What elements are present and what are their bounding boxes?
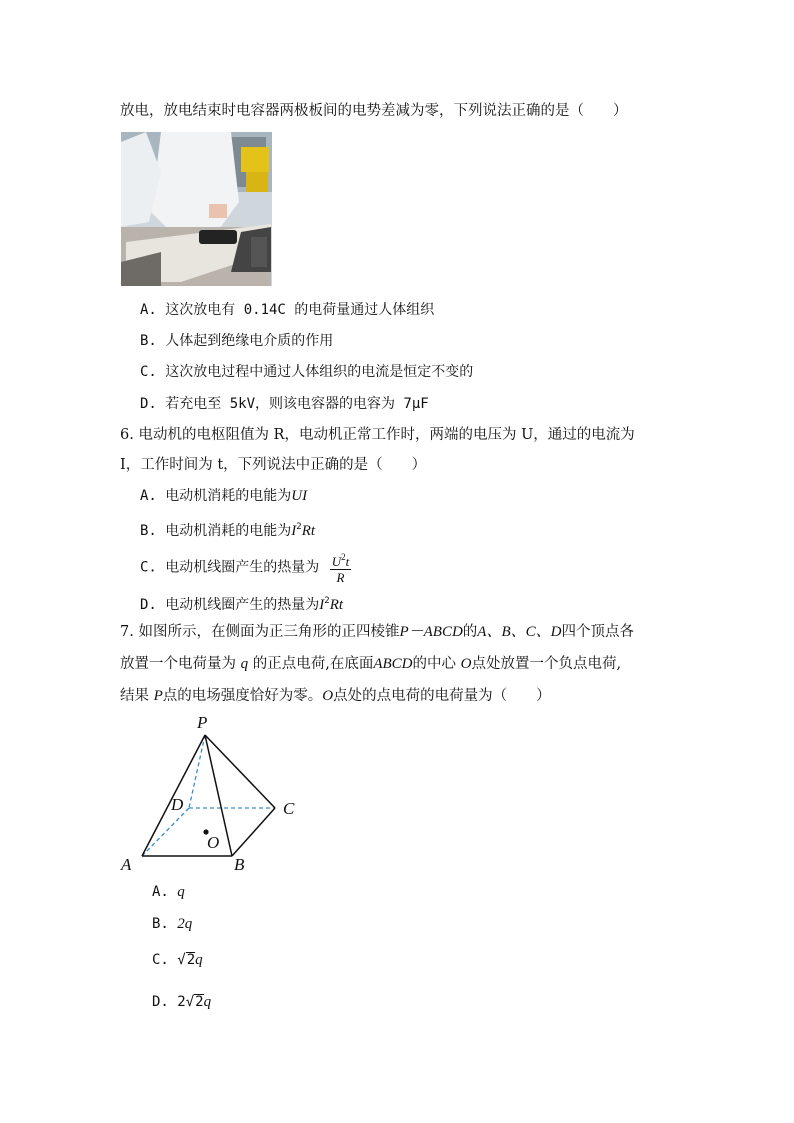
edge-bc (232, 808, 275, 856)
q6-option-b: B. 电动机消耗的电能为$I^2Rt$ (140, 522, 316, 539)
q7-option-d: D. 2√2q (152, 994, 212, 1010)
q7-option-c: C. √2q (152, 952, 203, 968)
q6-option-a-expr: UI (291, 488, 308, 504)
sqrt-sign: √ (177, 952, 186, 968)
pyramid-figure (115, 710, 315, 880)
point-label-o: O (207, 833, 220, 852)
q7-stem-line2: 放置一个电荷量为 q 的正点电荷,在底面ABCD的中心 O点处放置一个负点电荷, (120, 656, 622, 672)
sqrt-sign: √ (185, 994, 195, 1010)
q6-option-c-fraction: $\frac{U^2t}{R}$ (331, 552, 350, 585)
q7-option-a: A. q (152, 884, 185, 900)
q6-stem-line1: 6. 电动机的电枢阻值为 R，电动机正常工作时，两端的电压为 U，通过的电流为 (120, 427, 635, 443)
question5-stem-tail: 放电，放电结束时电容器两极板间的电势差减为零，下列说法正确的是（ ） (120, 103, 628, 119)
q6-option-d: D. 电动机线圈产生的热量为$I^2Rt$ (140, 596, 344, 613)
vertex-label-d: D (171, 795, 184, 814)
vertex-label-b: B (234, 855, 245, 874)
edge-ad (142, 808, 189, 856)
q5-option-b: B. 人体起到绝缘电介质的作用 (140, 333, 334, 349)
vertex-label-p: P (197, 713, 208, 732)
q6-option-c: C. 电动机线圈产生的热量为 $\frac{U^2t}{R}$ (140, 552, 350, 585)
q7-stem-line1: 7. 如图所示，在侧面为正三角形的正四棱锥P－ABCD的A、B、C、D四个顶点各 (120, 624, 634, 640)
q7-option-b: B. 2q (152, 916, 193, 932)
defibrillator-photo (121, 132, 272, 286)
q6-option-a: A. 电动机消耗的电能为UI (140, 488, 308, 504)
q6-stem-line2: I，工作时间为 t，下列说法中正确的是（ ） (120, 457, 427, 473)
vertex-label-a: A (121, 855, 132, 874)
q5-option-a: A. 这次放电有 0.14C 的电荷量通过人体组织 (140, 302, 435, 318)
q7-stem-line3: 结果 P点的电场强度恰好为零。O点处的点电荷的电荷量为（ ） (120, 688, 551, 704)
vertex-label-c: C (283, 799, 295, 818)
q5-option-d: D. 若充电至 5kV，则该电容器的电容为 7μF (140, 396, 429, 412)
edge-pc (205, 735, 275, 808)
q5-option-c: C. 这次放电过程中通过人体组织的电流是恒定不变的 (140, 364, 474, 380)
edge-pd (189, 735, 205, 808)
